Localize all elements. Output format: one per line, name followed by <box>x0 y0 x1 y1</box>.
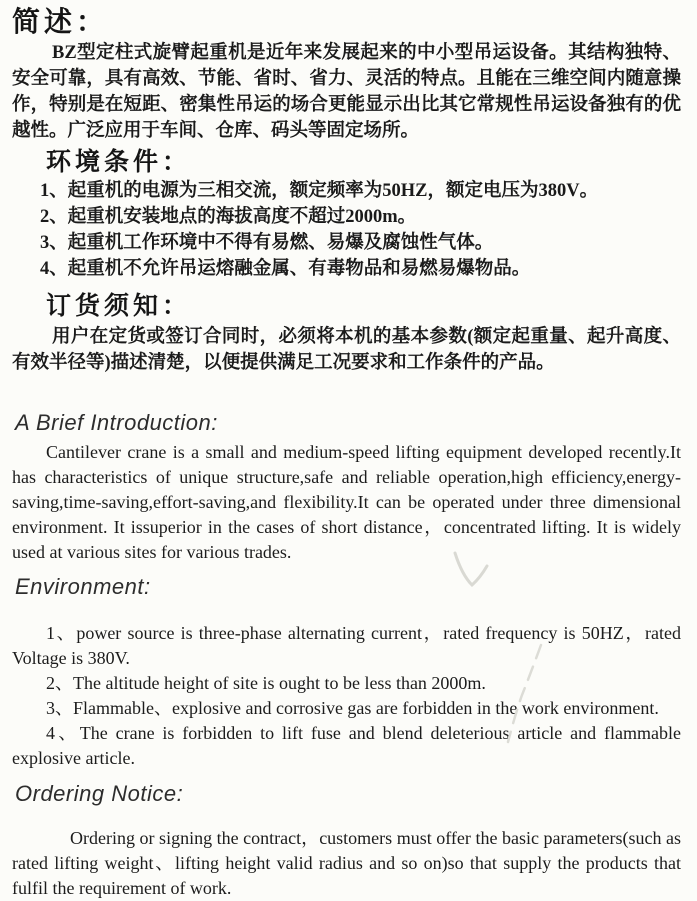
environment-item-cn-3: 3、起重机工作环境中不得有易燃、易爆及腐蚀性气体。 <box>40 233 494 253</box>
environment-item-cn-4: 4、起重机不允许吊运熔融金属、有毒物品和易燃易爆物品。 <box>40 259 531 279</box>
environment-list-en <box>12 621 681 771</box>
environment-item-cn-1: 1、起重机的电源为三相交流，额定频率为50HZ，额定电压为380V。 <box>40 181 599 201</box>
environment-list-cn <box>12 178 681 282</box>
heading-ordering-cn: 订货须知： <box>46 293 192 320</box>
section-environment-en <box>12 574 681 771</box>
section-brief-cn <box>12 6 681 144</box>
section-ordering-en <box>12 781 681 901</box>
paragraph-ordering-en: Ordering or signing the contract，customers must offer the basic parameters(such as rated lifting weight、lifting height valid radius and so on)so that supply the products that fulfil the requirement of work. <box>12 828 681 898</box>
environment-item-en-4: 4、The crane is forbidden to lift fuse and blend deleterious article and flammable explosive article. <box>12 723 681 768</box>
paragraph-ordering-cn: 用户在定货或签订合同时，必须将本机的基本参数(额定起重量、起升高度、有效半径等)描述清楚，以便提供满足工况要求和工作条件的产品。 <box>12 327 681 373</box>
heading-environment-en: Environment: <box>15 574 151 599</box>
heading-brief-en: A Brief Introduction: <box>15 410 218 435</box>
environment-item-en-2: 2、The altitude height of site is ought to be less than 2000m. <box>46 673 486 693</box>
section-brief-en <box>12 410 681 565</box>
paragraph-brief-cn: BZ型定柱式旋臂起重机是近年来发展起来的中小型吊运设备。其结构独特、安全可靠，具有高效、节能、省时、省力、灵活的特点。且能在三维空间内随意操作，特别是在短距、密集性吊运的场合更能显示出比其它常规性吊运设备独有的优越性。广泛应用于车间、仓库、码头等固定场所。 <box>12 43 681 141</box>
environment-item-cn-2: 2、起重机安装地点的海拔高度不超过2000m。 <box>40 207 417 227</box>
heading-environment-cn: 环境条件： <box>46 149 192 176</box>
section-ordering-cn <box>12 292 681 376</box>
heading-brief-cn: 简述： <box>12 7 109 38</box>
environment-item-en-3: 3、Flammable、explosive and corrosive gas are forbidden in the work environment. <box>46 698 659 718</box>
section-environment-cn <box>12 148 681 282</box>
paragraph-brief-en: Cantilever crane is a small and medium-speed lifting equipment developed recently.It has characteristics of unique structure,safe and reliable operation,high efficiency,energy-saving,time-saving,effort-saving,and flexibility.It can be operated under three dimensional environment. It issuperior in the cases of short distance，concentrated lifting. It is widely used at various sites for various trades. <box>12 442 681 562</box>
environment-item-en-1: 1、power source is three-phase alternating current，rated frequency is 50HZ，rated Voltage is 380V. <box>12 623 681 668</box>
heading-ordering-en: Ordering Notice: <box>15 781 184 806</box>
